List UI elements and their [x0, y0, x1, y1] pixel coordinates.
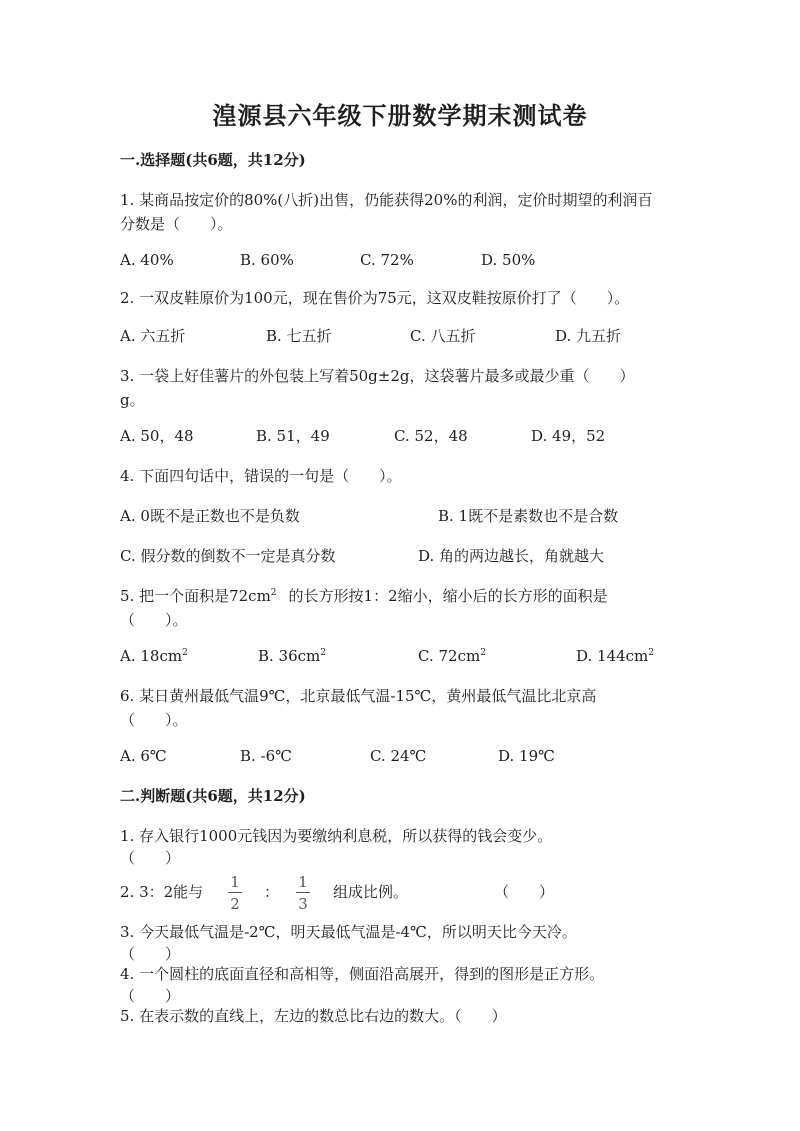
j2-suffix: 组成比例。 [333, 883, 409, 901]
q2-option-b: B. 七五折 [266, 327, 332, 345]
q5-text-line2: （ ）。 [120, 611, 188, 629]
q3-text-line1: 3. 一袋上好佳薯片的外包装上写着50g±2g，这袋薯片最多或最少重（ ） [120, 367, 635, 385]
j2-fraction-2: 1 3 [295, 872, 311, 913]
q6-option-d: D. 19℃ [498, 747, 555, 765]
j1-text-line2: （ ） [120, 849, 181, 867]
q4-option-b: B. 1既不是素数也不是合数 [438, 507, 619, 525]
q3-option-c: C. 52，48 [394, 427, 468, 445]
q2-option-a: A. 六五折 [120, 327, 186, 345]
q4-option-c: C. 假分数的倒数不一定是真分数 [120, 547, 336, 565]
q6-option-b: B. -6℃ [240, 747, 292, 765]
j1-text-line1: 1. 存入银行1000元钱因为要缴纳利息税，所以获得的钱会变少。 [120, 827, 553, 845]
q1-option-d: D. 50% [481, 251, 536, 269]
q5-option-c: C. $72cm^2$ [418, 647, 486, 665]
q3-option-a: A. 50，48 [120, 427, 194, 445]
q6-option-a: A. 6℃ [120, 747, 167, 765]
page-title: 湟源县六年级下册数学期末测试卷 [212, 101, 588, 130]
j2-answer-blank: （ ） [494, 883, 555, 901]
q6-option-c: C. 24℃ [370, 747, 427, 765]
q1-option-c: C. 72% [360, 251, 414, 269]
j3-text-line1: 3. 今天最低气温是-2℃，明天最低气温是-4℃，所以明天比今天冷。 [120, 923, 577, 941]
j2-prefix: 2. 3：2能与 [120, 883, 204, 901]
j2-colon: ： [264, 883, 280, 901]
q5-option-b: B. $36cm^2$ [258, 647, 327, 665]
q5-option-d: D. $144cm^2$ [576, 647, 655, 665]
q1-text-line2: 分数是（ ）。 [120, 215, 233, 233]
q5-text-part1: 5. 把一个面积是72cm [120, 587, 271, 605]
q3-option-b: B. 51，49 [256, 427, 330, 445]
q2-option-d: D. 九五折 [555, 327, 622, 345]
section-choice-heading: 一.选择题(共6题，共12分) [120, 151, 306, 169]
q2-option-c: C. 八五折 [410, 327, 476, 345]
q5-text-line1 [120, 586, 608, 606]
j3-text-line2: （ ） [120, 945, 181, 963]
q4-option-d: D. 角的两边越长，角就越大 [418, 547, 605, 565]
q1-text-line1: 1. 某商品按定价的80%(八折)出售，仍能获得20%的利润，定价时期望的利润百 [120, 191, 653, 209]
q4-text-line1: 4. 下面四句话中，错误的一句是（ ）。 [120, 467, 402, 485]
j2-fraction-1: 1 2 [227, 872, 243, 913]
q5-text-part2: 的长方形按1：2缩小，缩小后的长方形的面积是 [288, 587, 608, 605]
j5-text-line1: 5. 在表示数的直线上，左边的数总比右边的数大。（ ） [120, 1007, 507, 1025]
q4-option-a: A. 0既不是正数也不是负数 [120, 507, 300, 525]
q1-option-a: A. 40% [120, 251, 174, 269]
q5-superscript: 2 [270, 588, 277, 598]
q6-text-line2: （ ）。 [120, 711, 188, 729]
j4-text-line1: 4. 一个圆柱的底面直径和高相等，侧面沿高展开，得到的图形是正方形。 [120, 965, 605, 983]
q3-text-line2: g。 [120, 391, 145, 409]
q1-option-b: B. 60% [240, 251, 294, 269]
q3-option-d: D. 49，52 [531, 427, 606, 445]
section-judge-heading: 二.判断题(共6题，共12分) [120, 787, 306, 805]
j4-text-line2: （ ） [120, 987, 181, 1005]
q2-text-line1: 2. 一双皮鞋原价为100元，现在售价为75元，这双皮鞋按原价打了（ ）。 [120, 289, 630, 307]
q6-text-line1: 6. 某日黄州最低气温9℃，北京最低气温-15℃，黄州最低气温比北京高 [120, 687, 597, 705]
q5-option-a: A. $18cm^2$ [120, 647, 188, 665]
